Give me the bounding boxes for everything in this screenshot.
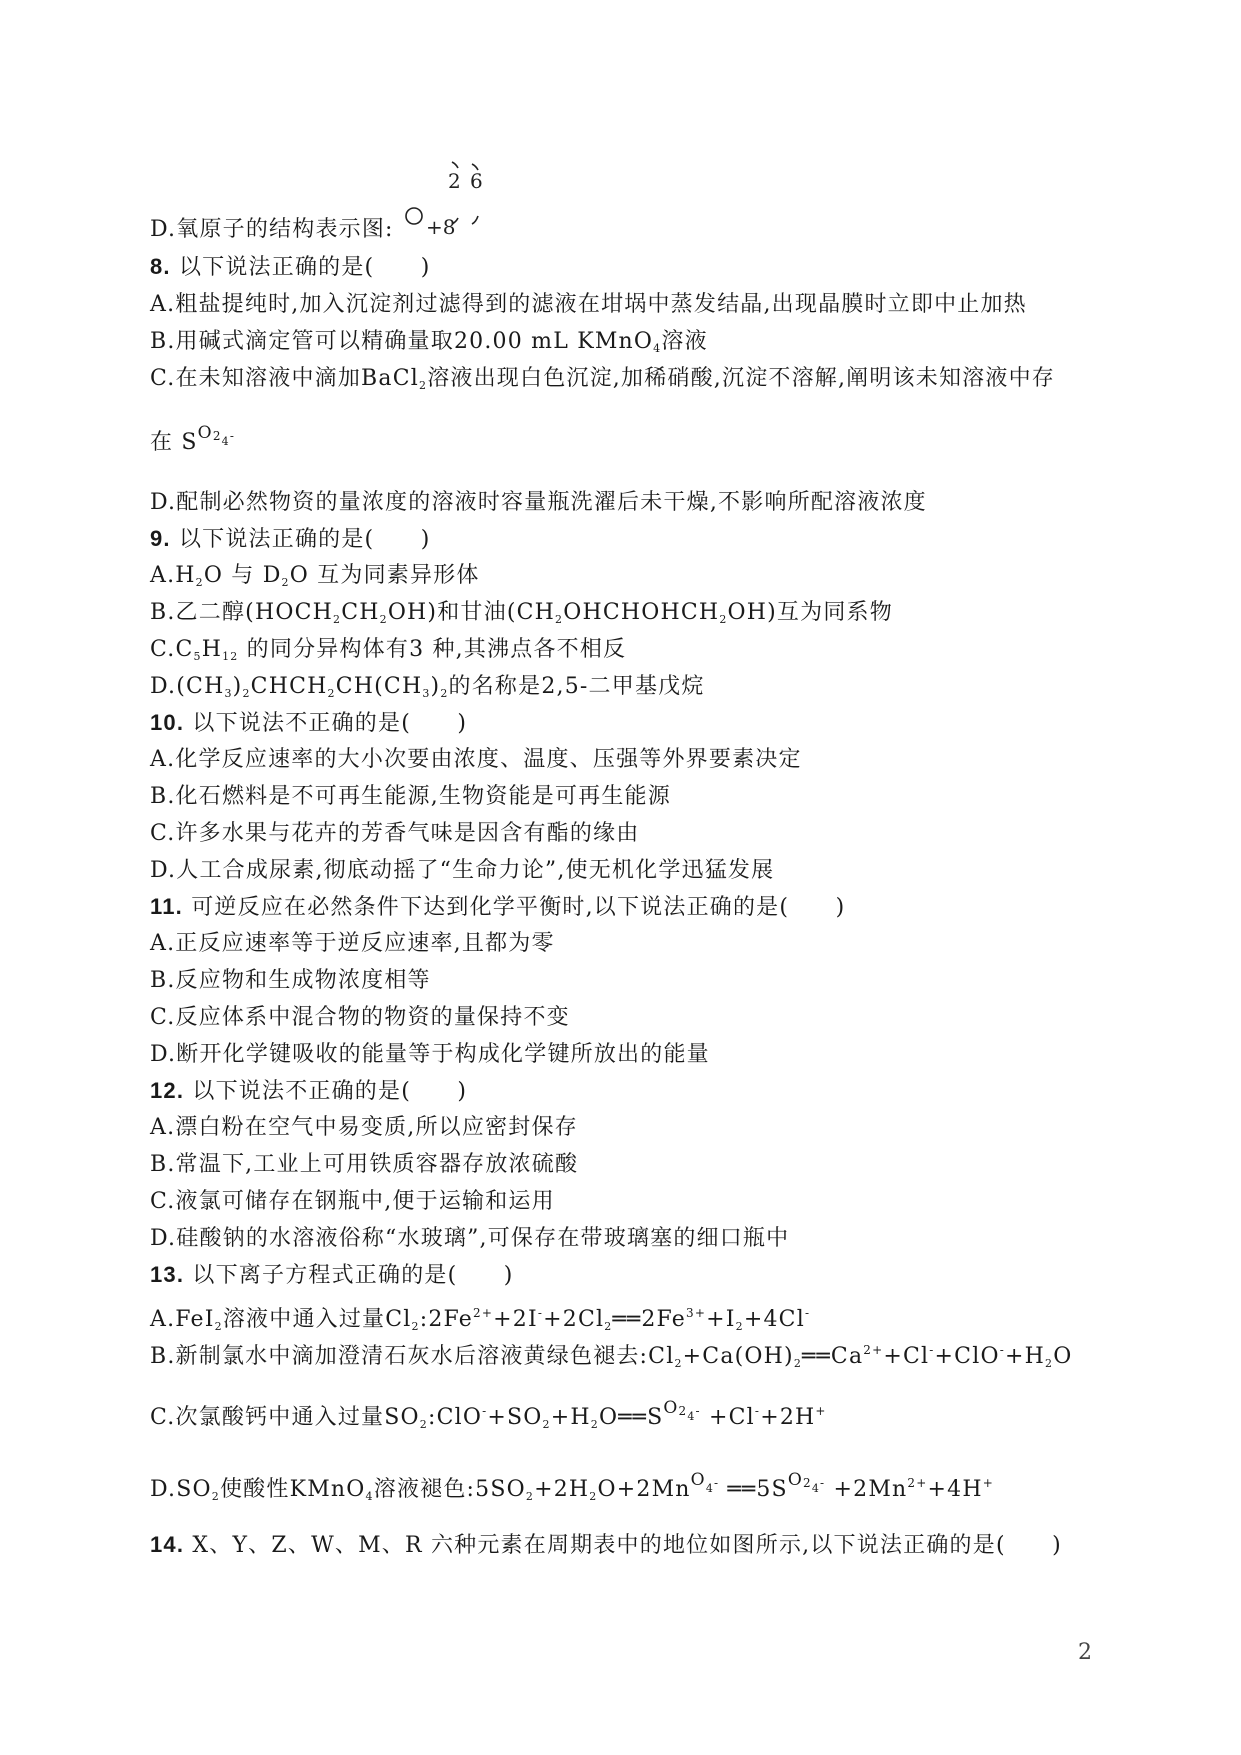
q8-c1-text: C.在未知溶液中滴加BaCl — [150, 366, 419, 391]
q13-d-5: O+2Mn — [597, 1477, 691, 1502]
q9-d-2: ) — [232, 674, 243, 699]
q9-a-3: O 互为同素异形体 — [289, 563, 480, 588]
oxygen-atom-structure-diagram — [404, 160, 504, 240]
q8-option-c-line2 — [150, 418, 235, 458]
q13-option-d — [150, 1465, 994, 1512]
q9-b-s1: 2 — [332, 613, 342, 626]
q13-b-6: +H — [1004, 1344, 1045, 1369]
q13-c-7: +2H — [760, 1405, 816, 1430]
shell1-arc-top — [452, 162, 458, 168]
q12-option-a: A.漂白粉在空气中易变质,所以应密封保存 — [150, 1115, 578, 1140]
q13-d-s1: 2 — [211, 1490, 220, 1503]
q13-c-6: +Cl — [700, 1405, 755, 1430]
q9-a-2: O 与 D — [203, 563, 282, 588]
q9-a-1: A.H — [150, 563, 196, 588]
q13-c-4: +H — [550, 1405, 591, 1430]
q13-d-4: +2H — [534, 1477, 590, 1502]
q13-a-4: +2I — [493, 1307, 538, 1332]
q9-d-s5: 2 — [440, 687, 449, 700]
shell1-electrons: 2 — [448, 169, 461, 193]
q9-d-6: 的名称是2,5-二甲基戊烷 — [448, 674, 705, 699]
q9-c-s1: 5 — [193, 650, 202, 663]
q10-option-d: D.人工合成尿素,彻底动摇了“生命力论”,使无机化学迅猛发展 — [150, 858, 775, 883]
q11-option-a: A.正反应速率等于逆反应速率,且都为零 — [150, 931, 555, 956]
q9-d-4: CH(CH — [335, 674, 423, 699]
q7-option-d-text: D.氧原子的结构表示图: — [150, 217, 394, 242]
q13-a-5: +2Cl — [543, 1307, 605, 1332]
q13-a-s1: 2 — [214, 1320, 223, 1333]
q8-c2-charge: - — [229, 429, 236, 443]
q9-c-s2: 12 — [222, 650, 239, 663]
q14-stem-text: X、Y、Z、W、M、R 六种元素在周期表中的地位如图所示,以下说法正确的是( ) — [192, 1533, 1062, 1558]
q13-c-p2: - — [695, 1404, 701, 1418]
q13-a-6: ══2Fe — [612, 1307, 687, 1332]
q9-a-s1: 2 — [195, 576, 204, 589]
nucleus-circle — [406, 208, 422, 224]
q10-option-b: B.化石燃料是不可再生能源,生物资能是可再生能源 — [150, 784, 671, 809]
q13-b-p1: 2+ — [863, 1343, 884, 1357]
q9-d-s4: 3 — [422, 687, 431, 700]
q9-b-1: B.乙二醇(HOCH — [150, 600, 333, 625]
q13-d-up1: O — [690, 1470, 706, 1490]
q8-b-text: B.用碱式滴定管可以精确量取20.00 mL KMnO — [150, 329, 654, 354]
q13-d-s2: 4 — [365, 1490, 374, 1503]
q13-c-2: :ClO — [427, 1405, 483, 1430]
q9-b-s4: 2 — [719, 613, 728, 626]
q8-c1-sub: 2 — [419, 379, 428, 392]
q11-number: 11. — [150, 894, 183, 919]
q12-option-d: D.硅酸钠的水溶液俗称“水玻璃”,可保存在带玻璃塞的细口瓶中 — [150, 1226, 790, 1251]
shell2-arc-bottom — [472, 216, 478, 224]
q13-c-s2: 2 — [542, 1418, 551, 1431]
q9-d-5: ) — [430, 674, 441, 699]
q13-c-p1: - — [482, 1404, 488, 1418]
q10-stem — [150, 708, 467, 739]
q13-a-s4: 2 — [735, 1320, 744, 1333]
q8-b-sub: 4 — [653, 342, 662, 355]
q13-c-1: C.次氯酸钙中通入过量SO — [150, 1405, 420, 1430]
q8-option-c-line1 — [150, 364, 1055, 401]
q11-stem — [150, 892, 845, 923]
q13-a-7: +I — [706, 1307, 736, 1332]
q8-option-d: D.配制必然物资的量浓度的溶液时容量瓶洗濯后未干燥,不影响所配溶液浓度 — [150, 490, 927, 515]
q8-option-b — [150, 327, 708, 364]
q13-b-s1: 2 — [674, 1357, 683, 1370]
q9-d-3: CHCH — [250, 674, 328, 699]
q8-b-post: 溶液 — [661, 329, 708, 354]
q7-option-d — [150, 215, 394, 245]
q13-b-5: +ClO — [934, 1344, 1000, 1369]
q9-d-s3: 2 — [327, 687, 336, 700]
q9-d-1: D.(CH — [150, 674, 225, 699]
q11-option-b: B.反应物和生成物浓度相等 — [150, 968, 431, 993]
q10-option-a: A.化学反应速率的大小次要由浓度、温度、压强等外界要素决定 — [150, 747, 802, 772]
q8-c2-text: 在 S — [150, 430, 198, 455]
q9-b-3: OH)和甘油(CH — [387, 600, 556, 625]
q9-stem — [150, 524, 431, 555]
q13-a-p2: - — [537, 1306, 544, 1320]
q9-option-c — [150, 635, 626, 672]
q10-stem-text: 以下说法不正确的是( ) — [192, 711, 468, 736]
q13-b-2: +Ca(OH) — [682, 1344, 794, 1369]
q10-number: 10. — [150, 710, 185, 735]
q13-b-p3: - — [999, 1343, 1005, 1357]
q13-d-p2: - — [820, 1476, 826, 1490]
q9-stem-text: 以下说法正确的是( ) — [178, 527, 431, 552]
q13-c-s3: 2 — [590, 1418, 599, 1431]
nucleus-charge: +8 — [426, 215, 456, 239]
q13-d-3: 溶液褪色:5SO — [373, 1477, 526, 1502]
q13-option-c — [150, 1393, 827, 1440]
q13-b-s3: 2 — [1044, 1357, 1054, 1370]
q13-a-p4: - — [804, 1306, 811, 1320]
q13-d-s6: 4 — [811, 1482, 821, 1495]
q13-c-p3: - — [754, 1404, 761, 1418]
q14-stem — [150, 1530, 1062, 1561]
q13-d-8: +4H — [927, 1477, 983, 1502]
q8-stem — [150, 252, 431, 283]
q13-b-p2: - — [929, 1343, 935, 1357]
q9-option-b — [150, 598, 893, 635]
q12-option-b: B.常温下,工业上可用铁质容器存放浓硫酸 — [150, 1152, 579, 1177]
q13-d-up3: 2 — [802, 1476, 812, 1490]
q13-c-s4: 4 — [687, 1410, 696, 1423]
q9-option-a — [150, 561, 480, 598]
q13-a-2: 溶液中通入过量Cl — [222, 1307, 412, 1332]
q9-b-s2: 2 — [379, 613, 388, 626]
q13-a-8: +4Cl — [743, 1307, 805, 1332]
q8-c1-post: 溶液出现白色沉淀,加稀硝酸,沉淀不溶解,阐明该未知溶液中存 — [427, 366, 1055, 391]
q13-d-6: ══5S — [719, 1477, 788, 1502]
q12-option-c: C.液氯可储存在钢瓶中,便于运输和运用 — [150, 1189, 555, 1214]
q9-b-2: CH — [341, 600, 380, 625]
q9-c-3: 的同分异构体有3 种,其沸点各不相反 — [238, 637, 627, 662]
shell2-electrons: 6 — [470, 169, 483, 193]
q13-stem-text: 以下离子方程式正确的是( ) — [192, 1263, 514, 1288]
q9-d-s1: 3 — [224, 687, 233, 700]
q9-b-4: OHCHOHCH — [563, 600, 720, 625]
q13-d-s4: 2 — [589, 1490, 598, 1503]
page-number: 2 — [1078, 1640, 1092, 1665]
q12-stem-text: 以下说法不正确的是( ) — [192, 1079, 468, 1104]
q12-number: 12. — [150, 1078, 185, 1103]
q11-option-c: C.反应体系中混合物的物资的量保持不变 — [150, 1005, 570, 1030]
q13-c-s1: 2 — [419, 1418, 428, 1431]
q13-b-4: +Cl — [883, 1344, 930, 1369]
q8-stem-text: 以下说法正确的是( ) — [178, 255, 431, 280]
q13-c-5: O══S — [598, 1405, 664, 1430]
q13-option-b — [150, 1335, 1072, 1379]
q13-a-p1: 2+ — [473, 1306, 494, 1320]
q11-option-d: D.断开化学键吸收的能量等于构成化学键所放出的能量 — [150, 1042, 710, 1067]
q13-c-up: O — [663, 1398, 679, 1418]
q9-c-2: H — [201, 637, 223, 662]
q8-c2-4: 4 — [221, 435, 230, 448]
q8-number: 8. — [150, 254, 171, 279]
q13-c-3: +SO — [487, 1405, 543, 1430]
q13-b-s2: 2 — [793, 1357, 803, 1370]
q12-stem — [150, 1076, 467, 1107]
q13-a-s3: 2 — [604, 1320, 613, 1333]
q13-d-up2: O — [787, 1470, 803, 1490]
q13-a-1: A.FeI — [150, 1307, 215, 1332]
q13-number: 13. — [150, 1262, 185, 1287]
q13-d-p4: + — [982, 1476, 994, 1490]
q13-a-p3: 3+ — [686, 1306, 707, 1320]
q13-b-7: O — [1053, 1344, 1073, 1369]
q13-a-s2: 2 — [411, 1320, 420, 1333]
q8-c2-o: O — [197, 423, 213, 443]
q13-d-2: 使酸性KMnO — [219, 1477, 366, 1502]
q13-b-3: ══Ca — [802, 1344, 864, 1369]
q13-d-1: D.SO — [150, 1477, 212, 1502]
q8-option-a: A.粗盐提纯时,加入沉淀剂过滤得到的滤液在坩埚中蒸发结晶,出现晶膜时立即中止加热 — [150, 292, 1027, 317]
q8-c2-2: 2 — [212, 429, 222, 443]
q9-a-s2: 2 — [281, 576, 290, 589]
q13-d-p1: - — [714, 1476, 720, 1490]
q13-c-p4: + — [815, 1404, 827, 1418]
q9-c-1: C.C — [150, 637, 194, 662]
q14-number: 14. — [150, 1532, 185, 1557]
q9-number: 9. — [150, 526, 171, 551]
q10-option-c: C.许多水果与花卉的芳香气味是因含有酯的缘由 — [150, 821, 640, 846]
q11-stem-text: 可逆反应在必然条件下达到化学平衡时,以下说法正确的是( ) — [191, 895, 846, 920]
q13-a-3: :2Fe — [419, 1307, 474, 1332]
q13-d-s5: 4 — [705, 1482, 715, 1495]
q13-d-7: +2Mn — [825, 1477, 908, 1502]
q9-b-5: OH)互为同系物 — [727, 600, 893, 625]
q9-b-s3: 2 — [555, 613, 564, 626]
q13-stem — [150, 1260, 514, 1291]
q13-c-up2: 2 — [678, 1404, 688, 1418]
q13-d-p3: 2+ — [907, 1476, 928, 1490]
q13-b-1: B.新制氯水中滴加澄清石灰水后溶液黄绿色褪去:Cl — [150, 1344, 675, 1369]
q13-d-s3: 2 — [525, 1490, 535, 1503]
q9-option-d — [150, 672, 705, 709]
q9-d-s2: 2 — [242, 687, 251, 700]
